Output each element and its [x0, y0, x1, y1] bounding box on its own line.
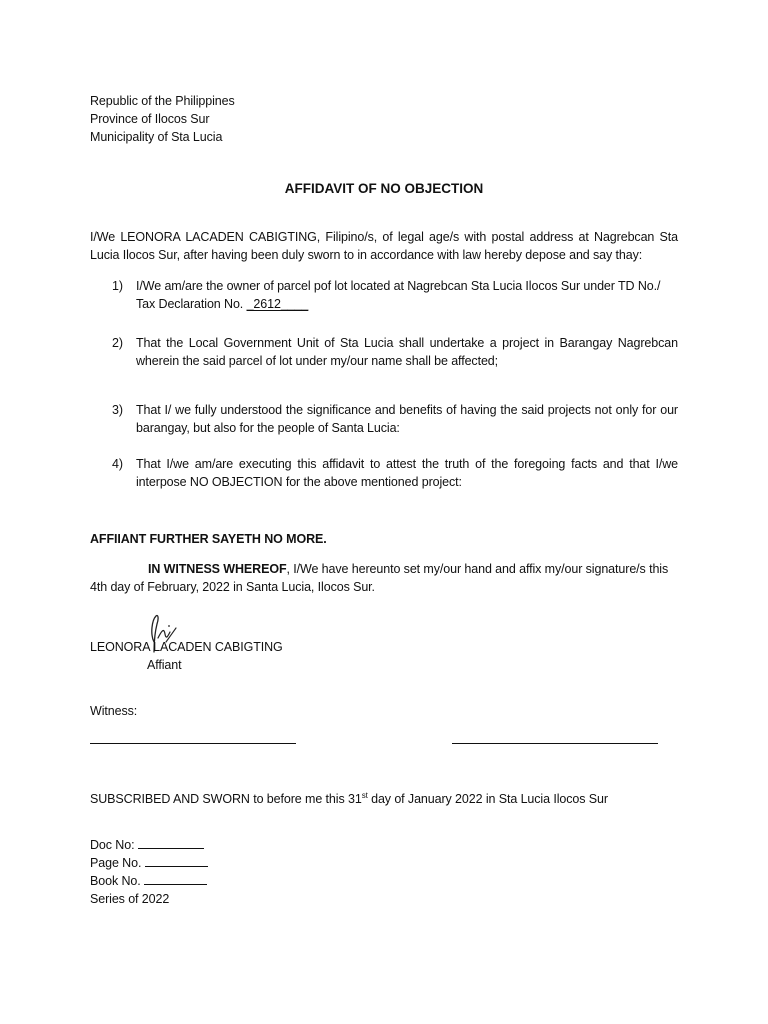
page-title: AFFIDAVIT OF NO OBJECTION: [284, 181, 484, 196]
affiant-block: [90, 638, 283, 674]
list-item-text: That the Local Government Unit of Sta Lucia shall undertake a project in Barangay Nagrebcan wherein the said parcel of lot under my/our name shall be affected;: [136, 336, 678, 368]
list-item-1: [112, 277, 678, 313]
tax-declaration-label: Tax Declaration No.: [136, 297, 247, 311]
book-no-label: Book No.: [90, 874, 144, 888]
witness-signature-line-1: [90, 743, 296, 744]
header-municipality: Municipality of Sta Lucia: [90, 130, 223, 144]
witness-clause: [90, 560, 680, 596]
list-item-4: [112, 455, 678, 491]
subscribed-text: SUBSCRIBED AND SWORN to before me this 31: [90, 792, 362, 806]
notary-block: [90, 836, 208, 908]
witness-whereof-date: 4th day of February, 2022 in Santa Lucia, Ilocos Sur.: [90, 580, 375, 594]
intro-paragraph: I/We LEONORA LACADEN CABIGTING, Filipino/s, of legal age/s with postal address at Nagrebcan Sta Lucia Ilocos Sur, after having been duly sworn to in accordance with law hereby depose and say thay:: [90, 230, 678, 262]
book-no-blank: [144, 872, 207, 885]
witness-signature-line-2: [452, 743, 658, 744]
tax-declaration-number: _2612____: [246, 297, 309, 311]
subscribed-sworn: [90, 790, 690, 808]
list-item-number: 1): [112, 279, 123, 293]
further-sayeth: AFFIIANT FURTHER SAYETH NO MORE.: [90, 532, 327, 546]
ordinal-suffix: st: [361, 790, 368, 800]
list-item-text: That I/ we fully understood the significance and benefits of having the said projects not only for our barangay, but also for the people of Santa Lucia:: [136, 403, 678, 435]
list-item-text: That I/we am/are executing this affidavit to attest the truth of the foregoing facts and that I/we interpose NO OBJECTION for the above mentioned project:: [136, 457, 678, 489]
witness-whereof-text: , I/We have hereunto set my/our hand and affix my/our signature/s this: [286, 562, 669, 576]
affiant-name: LEONORA LACADEN CABIGTING: [90, 640, 283, 654]
document-header: [90, 92, 235, 146]
header-province: Province of Ilocos Sur: [90, 112, 210, 126]
doc-no-blank: [138, 836, 204, 849]
list-item-number: 2): [112, 336, 123, 350]
list-item-3: [112, 401, 678, 437]
series-label: Series of 2022: [90, 892, 170, 906]
witness-label: Witness:: [90, 704, 138, 718]
subscribed-date-place: day of January 2022 in Sta Lucia Ilocos Sur: [367, 792, 608, 806]
list-item-number: 3): [112, 403, 123, 417]
page-no-label: Page No.: [90, 856, 145, 870]
affiant-role: Affiant: [147, 658, 182, 672]
list-item-text: I/We am/are the owner of parcel pof lot located at Nagrebcan Sta Lucia Ilocos Sur under TD No./: [136, 279, 661, 293]
doc-no-label: Doc No:: [90, 838, 138, 852]
header-republic: Republic of the Philippines: [90, 94, 235, 108]
page-no-blank: [145, 854, 208, 867]
list-item-number: 4): [112, 457, 123, 471]
list-item-2: [112, 334, 678, 370]
witness-whereof-lead: IN WITNESS WHEREOF: [148, 562, 287, 576]
